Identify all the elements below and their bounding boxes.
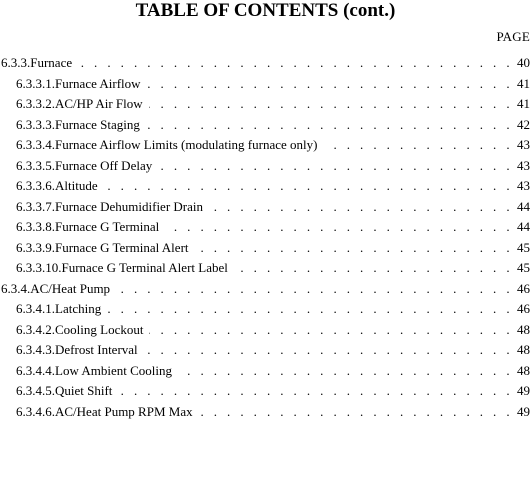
dot-leader (149, 322, 513, 338)
toc-entry-number: 6.3.3.7. (16, 198, 55, 214)
dot-leader (195, 240, 513, 256)
toc-entry-page: 43 (517, 157, 530, 173)
toc-entry[interactable] (0, 137, 531, 158)
toc-entry-label: Furnace G Terminal Alert (55, 239, 189, 255)
toc-entry-page: 40 (517, 55, 530, 70)
toc-entry-number: 6.3.4.3. (16, 342, 55, 357)
dot-leader (104, 178, 513, 194)
toc-entry-page: 46 (517, 280, 530, 296)
toc-entry-label: Defrost Interval (55, 342, 138, 357)
toc-entry[interactable] (0, 342, 531, 363)
toc-entry[interactable] (0, 363, 531, 384)
dot-leader (107, 301, 513, 317)
toc-entry-label: AC/Heat Pump (30, 280, 111, 296)
toc-entry[interactable] (0, 178, 531, 199)
toc-entry-label: Altitude (55, 178, 98, 193)
toc-entry-page: 49 (517, 383, 530, 398)
toc-entry[interactable] (0, 383, 531, 404)
toc-entry-number: 6.3.3.3. (16, 116, 55, 132)
toc-entry[interactable] (0, 404, 531, 425)
toc-entry-number: 6.3.4.2. (16, 321, 55, 337)
dot-leader (209, 199, 513, 215)
toc-entry-label: Furnace Staging (55, 116, 140, 132)
toc-entry-label: Latching (55, 301, 102, 316)
toc-entry[interactable] (0, 260, 531, 281)
toc-entry-label: AC/HP Air Flow (55, 96, 143, 111)
toc-entry-page: 45 (517, 260, 530, 275)
dot-leader (118, 383, 513, 399)
toc-entry-label: AC/Heat Pump RPM Max (55, 403, 193, 419)
toc-entry-number: 6.3.3.5. (16, 157, 55, 173)
toc-entry[interactable] (0, 219, 531, 240)
toc-entry-page: 48 (517, 342, 530, 357)
toc-entry-page: 43 (517, 137, 530, 152)
dot-leader (158, 158, 513, 174)
dot-leader (178, 363, 513, 379)
toc-entry-label: Furnace G Terminal (55, 219, 160, 234)
toc-entry[interactable] (0, 322, 531, 343)
dot-leader (323, 137, 513, 153)
dot-leader (147, 76, 513, 92)
dot-leader (199, 404, 513, 420)
toc-entry-number: 6.3.3.1. (16, 75, 55, 91)
toc-entry-page: 49 (517, 403, 530, 419)
toc-entry-number: 6.3.3.8. (16, 219, 55, 234)
toc-entry-label: Low Ambient Cooling (55, 362, 172, 378)
toc-entry[interactable] (0, 281, 531, 302)
toc-entry[interactable] (0, 240, 531, 261)
toc-entry[interactable] (0, 55, 531, 76)
toc-entry-number: 6.3.4.1. (16, 301, 55, 316)
toc-entry-number: 6.3.4.4. (16, 362, 55, 378)
table-of-contents (0, 55, 531, 424)
toc-entry-page: 41 (517, 96, 530, 111)
toc-entry-page: 45 (517, 239, 530, 255)
toc-entry-number: 6.3.4.6. (16, 403, 55, 419)
toc-entry-page: 41 (517, 75, 530, 91)
toc-entry-page: 42 (517, 116, 530, 132)
toc-entry[interactable] (0, 76, 531, 97)
toc-entry-page: 43 (517, 178, 530, 193)
toc-entry-label: Cooling Lockout (55, 321, 144, 337)
toc-entry-page: 44 (517, 198, 530, 214)
dot-leader (165, 219, 513, 235)
toc-entry-label: Furnace (30, 55, 73, 70)
toc-entry[interactable] (0, 96, 531, 117)
toc-entry-number: 6.3.4. (1, 280, 31, 296)
toc-entry[interactable] (0, 199, 531, 220)
page-title: TABLE OF CONTENTS (cont.) (135, 0, 396, 21)
toc-entry-number: 6.3.3.4. (16, 137, 55, 152)
dot-leader (144, 342, 513, 358)
toc-entry[interactable] (0, 301, 531, 322)
toc-entry-label: Quiet Shift (55, 383, 113, 398)
toc-entry-number: 6.3.3. (1, 55, 31, 70)
toc-entry-label: Furnace Airflow Limits (modulating furnace only) (55, 137, 318, 152)
toc-entry-label: Furnace Off Delay (55, 157, 153, 173)
dot-leader (234, 260, 513, 276)
toc-entry[interactable] (0, 117, 531, 138)
toc-entry-page: 44 (517, 219, 530, 234)
dot-leader (146, 117, 513, 133)
toc-entry-number: 6.3.3.10. (16, 260, 62, 275)
toc-entry-page: 48 (517, 362, 530, 378)
toc-entry-number: 6.3.3.6. (16, 178, 55, 193)
toc-entry-page: 48 (517, 321, 530, 337)
toc-entry-label: Furnace Airflow (55, 75, 141, 91)
toc-entry-number: 6.3.4.5. (16, 383, 55, 398)
toc-entry-number: 6.3.3.2. (16, 96, 55, 111)
toc-entry[interactable] (0, 158, 531, 179)
dot-leader (78, 55, 513, 71)
dot-leader (116, 281, 513, 297)
dot-leader (149, 96, 513, 112)
toc-entry-page: 46 (517, 301, 530, 316)
toc-entry-label: Furnace Dehumidifier Drain (55, 198, 204, 214)
page-column-header: PAGE (496, 29, 530, 44)
toc-entry-label: Furnace G Terminal Alert Label (61, 260, 228, 275)
toc-entry-number: 6.3.3.9. (16, 239, 55, 255)
